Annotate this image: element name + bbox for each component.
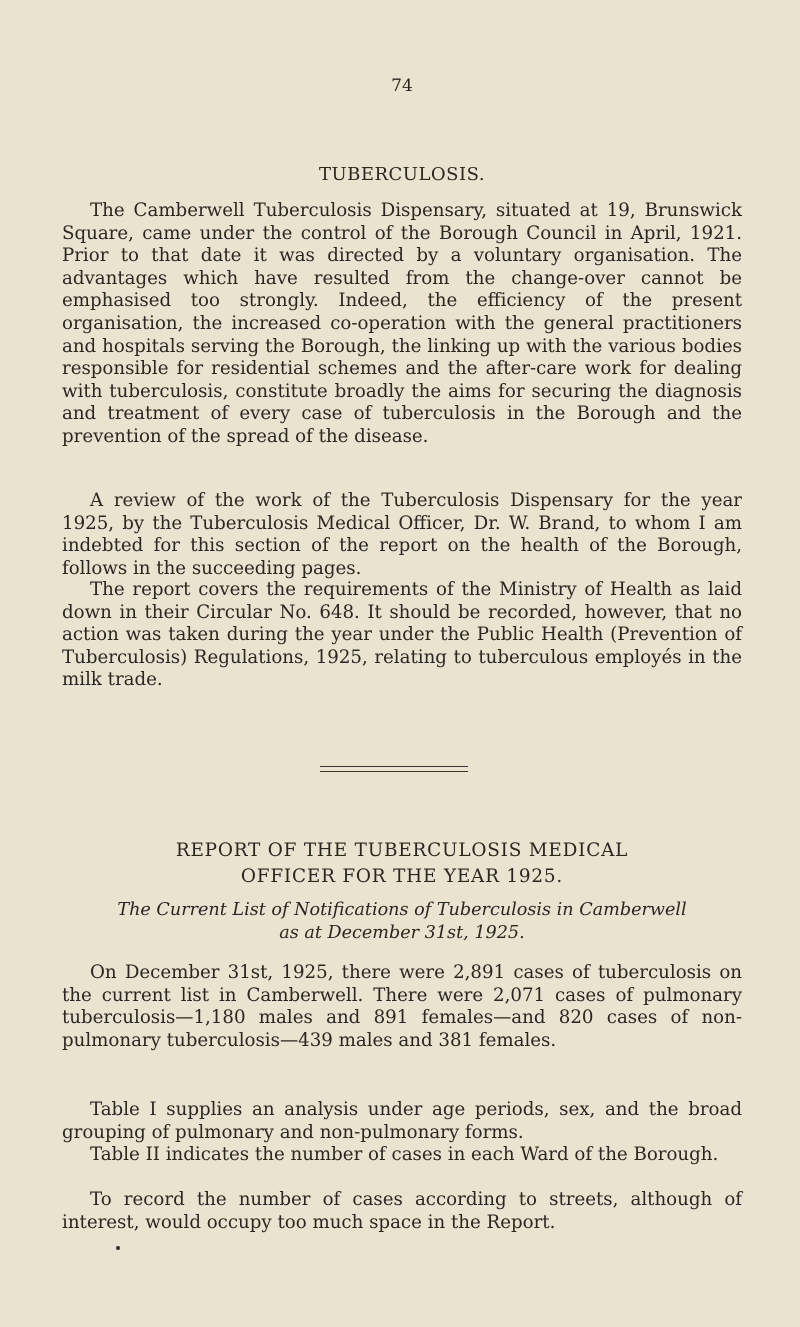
report-title-line-2: OFFICER FOR THE YEAR 1925. — [240, 866, 564, 887]
report-title-line-1: REPORT OF THE TUBERCULOSIS MEDICAL — [175, 840, 629, 861]
double-rule-divider — [320, 766, 468, 772]
report-subtitle-line-2: as at December 31st, 1925. — [279, 923, 525, 943]
paragraph-review: A review of the work of the Tuberculosis Dispensary for the year 1925, by the Tuberculosis Medical Officer, Dr. W. Brand, to whom I am indebted for this section of the report on the health of the Borough, follows in the succeeding pages. — [62, 490, 742, 579]
paragraph-ministry: The report covers the requirements of the Ministry of Health as laid down in their Circular No. 648. It should be recorded, however, that no action was taken during the year under the Public Health (Prevention of Tuberculosis) Regulations, 1925, relating to tuberculous employés in the milk trade. — [62, 579, 742, 691]
page-number: 74 — [391, 76, 413, 96]
ink-speck — [116, 1246, 120, 1250]
report-subtitle-line-1: The Current List of Notifications of Tuberculosis in Camberwell — [117, 900, 687, 920]
paragraph-dispensary: The Camberwell Tuberculosis Dispensary, situated at 19, Brunswick Square, came under the control of the Borough Council in April, 1921. Prior to that date it was directed by a voluntary organisation. The advantages which have resulted from the change-over cannot be emphasised too strongly. Indeed, the efficiency of the present organisation, the increased co-operation with the general practitioners and hospitals serving the Borough, the linking up with the various bodies responsible for residential schemes and the after-care work for dealing with tuberculosis, constitute broadly the aims for securing the diagnosis and treatment of every case of tuberculosis in the Borough and the prevention of the spread of the disease. — [62, 200, 742, 447]
report-subtitle — [62, 899, 742, 945]
paragraph-case-counts: On December 31st, 1925, there were 2,891 cases of tuberculosis on the current list in Camberwell. There were 2,071 cases of pulmonary tuberculosis—1,180 males and 891 females—and 820 cases of non-pulmonary tuberculosis—439 males and 381 females. — [62, 962, 742, 1051]
section-title-tuberculosis: TUBERCULOSIS. — [318, 164, 486, 185]
paragraph-table-1: Table I supplies an analysis under age periods, sex, and the broad grouping of pulmonary and non-pulmonary forms. — [62, 1099, 742, 1143]
report-title — [62, 838, 742, 890]
paragraph-streets: To record the number of cases according to streets, although of interest, would occupy too much space in the Report. — [62, 1189, 742, 1233]
paragraph-table-2: Table II indicates the number of cases in each Ward of the Borough. — [90, 1144, 719, 1165]
